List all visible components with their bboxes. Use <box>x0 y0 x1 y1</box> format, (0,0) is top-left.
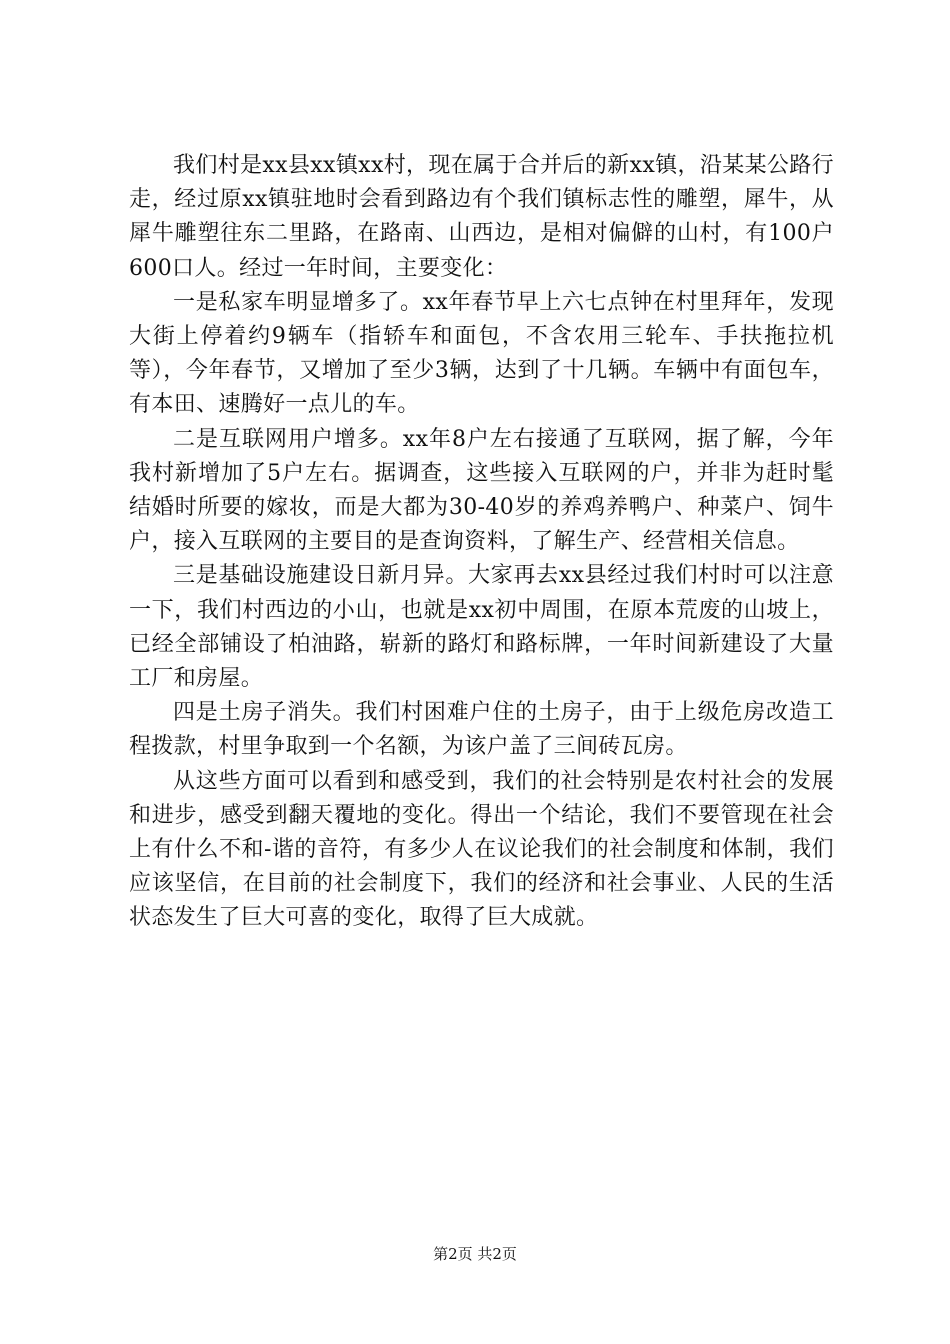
document-body <box>129 149 834 936</box>
paragraph-earth-houses: 四是土房子消失。我们村困难户住的土房子，由于上级危房改造工程拨款，村里争取到一个名额，为该户盖了三间砖瓦房。 <box>129 700 834 760</box>
page-number-footer: 第2页 共2页 <box>433 1245 517 1263</box>
paragraph-infrastructure: 三是基础设施建设日新月异。大家再去xx县经过我们村时可以注意一下，我们村西边的小山，也就是xx初中周围，在原本荒废的山坡上，已经全部铺设了柏油路，崭新的路灯和路标牌，一年时间新建设了大量工厂和房屋。 <box>129 563 834 692</box>
paragraph-private-cars: 一是私家车明显增多了。xx年春节早上六七点钟在村里拜年，发现大街上停着约9辆车（指轿车和面包，不含农用三轮车、手扶拖拉机等），今年春节，又增加了至少3辆，达到了十几辆。车辆中有面包车，有本田、速腾好一点儿的车。 <box>129 289 834 418</box>
paragraph-internet-users: 二是互联网用户增多。xx年8户左右接通了互联网，据了解，今年我村新增加了5户左右。据调查，这些接入互联网的户，并非为赶时髦结婚时所要的嫁妆，而是大都为30-40岁的养鸡养鸭户、种菜户、饲牛户，接入互联网的主要目的是查询资料，了解生产、经营相关信息。 <box>129 426 834 555</box>
paragraph-intro: 我们村是xx县xx镇xx村，现在属于合并后的新xx镇，沿某某公路行走，经过原xx镇驻地时会看到路边有个我们镇标志性的雕塑，犀牛，从犀牛雕塑往东二里路，在路南、山西边，是相对偏僻的山村，有100户600口人。经过一年时间，主要变化： <box>129 153 834 281</box>
paragraph-conclusion: 从这些方面可以看到和感受到，我们的社会特别是农村社会的发展和进步，感受到翻天覆地的变化。得出一个结论，我们不要管现在社会上有什么不和-谐的音符，有多少人在议论我们的社会制度和体制，我们应该坚信，在目前的社会制度下，我们的经济和社会事业、人民的生活状态发生了巨大可喜的变化，取得了巨大成就。 <box>129 768 834 931</box>
